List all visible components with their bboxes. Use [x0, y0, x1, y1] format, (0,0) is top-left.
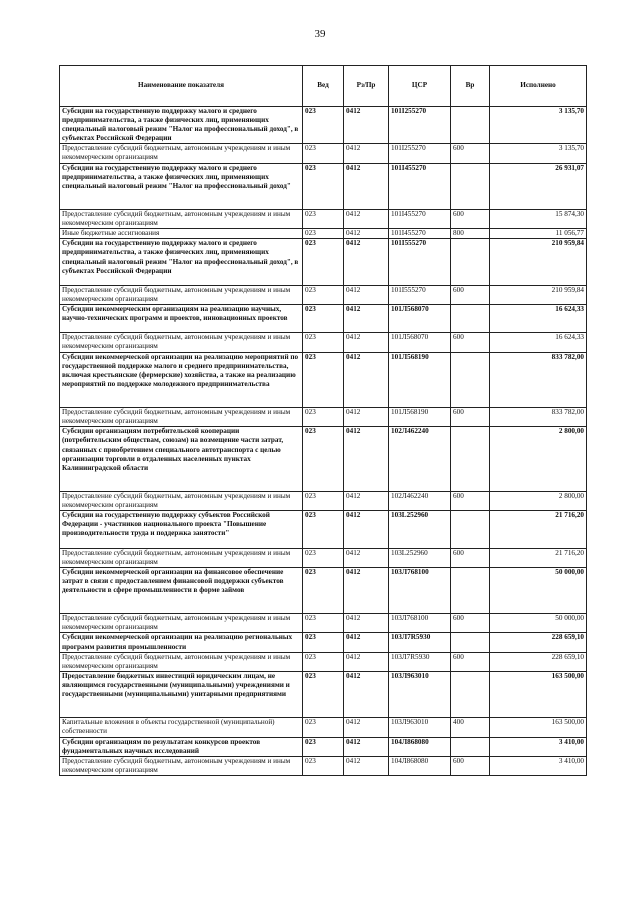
row-rz-cell: 0412 [344, 652, 389, 671]
row-csr-cell: 104Л868080 [389, 737, 451, 756]
row-rz-cell: 0412 [344, 671, 389, 718]
header-ved: Вед [303, 66, 344, 107]
row-csr-cell: 101Л568190 [389, 408, 451, 427]
row-csr-cell: 101I555270 [389, 285, 451, 304]
table-row [60, 671, 587, 718]
row-name-cell: Субсидии некоммерческим организациям на реализацию научных, научно-технических программ и проектов, инновационных проектов [60, 305, 303, 333]
table-row [60, 427, 587, 492]
row-ved-cell: 023 [303, 652, 344, 671]
table-row [60, 511, 587, 548]
row-rz-cell: 0412 [344, 352, 389, 408]
row-vr-cell [451, 633, 490, 652]
row-csr-cell: 103Л7R5930 [389, 652, 451, 671]
row-vr-cell [451, 511, 490, 548]
row-vr-cell [451, 305, 490, 333]
row-ved-cell: 023 [303, 144, 344, 163]
row-name-cell: Предоставление бюджетных инвестиций юридическим лицам, не являющимся государственными (муниципальными) учреждениями и государственными (муниципальными) унитарными предприятиями [60, 671, 303, 718]
row-sum-cell: 26 931,07 [490, 163, 587, 210]
table-row [60, 163, 587, 210]
row-sum-cell: 21 716,20 [490, 548, 587, 567]
row-csr-cell: 101Л568070 [389, 305, 451, 333]
row-ved-cell: 023 [303, 352, 344, 408]
row-rz-cell: 0412 [344, 633, 389, 652]
table-row [60, 737, 587, 756]
row-sum-cell: 163 500,00 [490, 671, 587, 718]
row-rz-cell: 0412 [344, 614, 389, 633]
row-vr-cell: 600 [451, 548, 490, 567]
row-csr-cell: 103Л963010 [389, 718, 451, 737]
row-csr-cell: 103Л768100 [389, 567, 451, 614]
row-sum-cell: 15 874,30 [490, 210, 587, 229]
row-rz-cell: 0412 [344, 163, 389, 210]
row-rz-cell: 0412 [344, 408, 389, 427]
row-vr-cell: 600 [451, 333, 490, 352]
table-row [60, 408, 587, 427]
row-sum-cell: 2 800,00 [490, 492, 587, 511]
table-row [60, 352, 587, 408]
row-name-cell: Предоставление субсидий бюджетным, автономным учреждениям и иным некоммерческим организациям [60, 285, 303, 304]
row-sum-cell: 50 000,00 [490, 567, 587, 614]
row-ved-cell: 023 [303, 163, 344, 210]
row-sum-cell: 16 624,33 [490, 305, 587, 333]
row-ved-cell: 023 [303, 285, 344, 304]
row-vr-cell: 600 [451, 492, 490, 511]
row-csr-cell: 102Л462240 [389, 427, 451, 492]
row-rz-cell: 0412 [344, 305, 389, 333]
row-sum-cell: 3 135,70 [490, 144, 587, 163]
row-ved-cell: 023 [303, 718, 344, 737]
row-rz-cell: 0412 [344, 427, 389, 492]
row-vr-cell [451, 737, 490, 756]
row-ved-cell: 023 [303, 548, 344, 567]
row-csr-cell: 101I455270 [389, 229, 451, 239]
row-csr-cell: 103Л963010 [389, 671, 451, 718]
row-rz-cell: 0412 [344, 756, 389, 775]
row-ved-cell: 023 [303, 492, 344, 511]
row-csr-cell: 101Л568190 [389, 352, 451, 408]
row-name-cell: Субсидии организациям потребительской кооперации (потребительским обществам, союзам) на возмещение части затрат, связанных с приобретением специального автотранспорта с целью организации торговли в отдаленных населенных пунктах Калининградской области [60, 427, 303, 492]
table-row [60, 614, 587, 633]
row-rz-cell: 0412 [344, 333, 389, 352]
budget-execution-table [59, 65, 587, 776]
row-name-cell: Субсидии на государственную поддержку малого и среднего предпринимательства, а также физических лиц, применяющих специальный налоговый режим "Налог на профессиональный доход" [60, 163, 303, 210]
row-name-cell: Субсидии некоммерческой организации на финансовое обеспечение затрат в связи с предоставлением финансовой поддержки субъектов деятельности в сфере промышленности в форме займов [60, 567, 303, 614]
row-csr-cell: 101I455270 [389, 210, 451, 229]
row-ved-cell: 023 [303, 671, 344, 718]
table-row [60, 285, 587, 304]
row-rz-cell: 0412 [344, 107, 389, 144]
row-csr-cell: 103Л7R5930 [389, 633, 451, 652]
table-row [60, 305, 587, 333]
row-ved-cell: 023 [303, 333, 344, 352]
row-rz-cell: 0412 [344, 239, 389, 286]
row-vr-cell: 800 [451, 229, 490, 239]
table-body [60, 107, 587, 776]
table-row [60, 652, 587, 671]
row-sum-cell: 228 659,10 [490, 652, 587, 671]
row-rz-cell: 0412 [344, 737, 389, 756]
row-sum-cell: 16 624,33 [490, 333, 587, 352]
row-ved-cell: 023 [303, 427, 344, 492]
row-csr-cell: 101I255270 [389, 144, 451, 163]
row-name-cell: Предоставление субсидий бюджетным, автономным учреждениям и иным некоммерческим организациям [60, 492, 303, 511]
row-name-cell: Предоставление субсидий бюджетным, автономным учреждениям и иным некоммерческим организациям [60, 756, 303, 775]
row-name-cell: Субсидии на государственную поддержку малого и среднего предпринимательства, а также физических лиц, применяющих специальный налоговый режим "Налог на профессиональный доход", в субъектах Российской Федерации [60, 107, 303, 144]
row-name-cell: Предоставление субсидий бюджетным, автономным учреждениям и иным некоммерческим организациям [60, 548, 303, 567]
row-csr-cell: 103L252960 [389, 548, 451, 567]
table-row [60, 718, 587, 737]
row-vr-cell [451, 352, 490, 408]
row-sum-cell: 21 716,20 [490, 511, 587, 548]
row-sum-cell: 163 500,00 [490, 718, 587, 737]
row-name-cell: Капитальные вложения в объекты государственной (муниципальной) собственности [60, 718, 303, 737]
table-row [60, 144, 587, 163]
row-csr-cell: 103Л768100 [389, 614, 451, 633]
row-name-cell: Предоставление субсидий бюджетным, автономным учреждениям и иным некоммерческим организациям [60, 333, 303, 352]
row-vr-cell: 600 [451, 756, 490, 775]
row-ved-cell: 023 [303, 567, 344, 614]
table-row [60, 492, 587, 511]
row-csr-cell: 101I255270 [389, 107, 451, 144]
row-csr-cell: 104Л868080 [389, 756, 451, 775]
row-vr-cell: 400 [451, 718, 490, 737]
row-csr-cell: 101Л568070 [389, 333, 451, 352]
row-sum-cell: 50 000,00 [490, 614, 587, 633]
row-sum-cell: 833 782,00 [490, 352, 587, 408]
row-rz-cell: 0412 [344, 718, 389, 737]
row-ved-cell: 023 [303, 408, 344, 427]
row-sum-cell: 3 135,70 [490, 107, 587, 144]
row-vr-cell: 600 [451, 614, 490, 633]
row-name-cell: Субсидии некоммерческой организации на реализацию мероприятий по государственной поддержке малого и среднего предпринимательства, включая крестьянские (фермерские) хозяйства, а также на реализацию мероприятий по поддержке молодежного предпринимательства [60, 352, 303, 408]
row-vr-cell [451, 239, 490, 286]
row-vr-cell: 600 [451, 210, 490, 229]
row-rz-cell: 0412 [344, 210, 389, 229]
row-ved-cell: 023 [303, 305, 344, 333]
row-ved-cell: 023 [303, 614, 344, 633]
row-name-cell: Иные бюджетные ассигнования [60, 229, 303, 239]
row-ved-cell: 023 [303, 210, 344, 229]
header-sum: Исполнено [490, 66, 587, 107]
row-vr-cell: 600 [451, 408, 490, 427]
row-csr-cell: 102Л462240 [389, 492, 451, 511]
row-vr-cell [451, 671, 490, 718]
row-sum-cell: 3 410,00 [490, 756, 587, 775]
row-rz-cell: 0412 [344, 144, 389, 163]
row-vr-cell [451, 107, 490, 144]
row-rz-cell: 0412 [344, 511, 389, 548]
row-sum-cell: 3 410,00 [490, 737, 587, 756]
row-name-cell: Предоставление субсидий бюджетным, автономным учреждениям и иным некоммерческим организациям [60, 210, 303, 229]
row-ved-cell: 023 [303, 633, 344, 652]
row-vr-cell [451, 427, 490, 492]
row-vr-cell [451, 163, 490, 210]
table-row [60, 210, 587, 229]
row-ved-cell: 023 [303, 239, 344, 286]
row-ved-cell: 023 [303, 511, 344, 548]
row-name-cell: Субсидии на государственную поддержку малого и среднего предпринимательства, а также физических лиц, применяющих специальный налоговый режим "Налог на профессиональный доход", в субъектах Российской Федерации [60, 239, 303, 286]
row-name-cell: Предоставление субсидий бюджетным, автономным учреждениям и иным некоммерческим организациям [60, 144, 303, 163]
row-ved-cell: 023 [303, 756, 344, 775]
row-rz-cell: 0412 [344, 492, 389, 511]
row-rz-cell: 0412 [344, 567, 389, 614]
row-name-cell: Предоставление субсидий бюджетным, автономным учреждениям и иным некоммерческим организациям [60, 408, 303, 427]
row-vr-cell [451, 567, 490, 614]
row-vr-cell: 600 [451, 652, 490, 671]
row-vr-cell: 600 [451, 285, 490, 304]
row-vr-cell: 600 [451, 144, 490, 163]
table-row [60, 107, 587, 144]
row-sum-cell: 11 056,77 [490, 229, 587, 239]
table-row [60, 567, 587, 614]
row-csr-cell: 101I555270 [389, 239, 451, 286]
row-ved-cell: 023 [303, 107, 344, 144]
table-row [60, 633, 587, 652]
row-rz-cell: 0412 [344, 548, 389, 567]
table-row [60, 229, 587, 239]
row-sum-cell: 210 959,84 [490, 285, 587, 304]
row-ved-cell: 023 [303, 737, 344, 756]
row-ved-cell: 023 [303, 229, 344, 239]
table-row [60, 756, 587, 775]
row-csr-cell: 101I455270 [389, 163, 451, 210]
table-row [60, 548, 587, 567]
row-rz-cell: 0412 [344, 285, 389, 304]
table-header-row [60, 66, 587, 107]
row-name-cell: Субсидии организациям по результатам конкурсов проектов фундаментальных научных исследований [60, 737, 303, 756]
row-name-cell: Субсидии некоммерческой организации на реализацию региональных программ развития промышленности [60, 633, 303, 652]
header-rz: Рз/Пр [344, 66, 389, 107]
row-rz-cell: 0412 [344, 229, 389, 239]
row-name-cell: Предоставление субсидий бюджетным, автономным учреждениям и иным некоммерческим организациям [60, 652, 303, 671]
row-csr-cell: 103L252960 [389, 511, 451, 548]
header-csr: ЦСР [389, 66, 451, 107]
row-name-cell: Предоставление субсидий бюджетным, автономным учреждениям и иным некоммерческим организациям [60, 614, 303, 633]
row-sum-cell: 833 782,00 [490, 408, 587, 427]
row-name-cell: Субсидии на государственную поддержку субъектов Российской Федерации - участников национального проекта "Повышение производительности труда и поддержка занятости" [60, 511, 303, 548]
row-sum-cell: 2 800,00 [490, 427, 587, 492]
header-name: Наименование показателя [60, 66, 303, 107]
row-sum-cell: 228 659,10 [490, 633, 587, 652]
table-row [60, 239, 587, 286]
row-sum-cell: 210 959,84 [490, 239, 587, 286]
page-number: 39 [314, 28, 326, 40]
table-row [60, 333, 587, 352]
header-vr: Вр [451, 66, 490, 107]
